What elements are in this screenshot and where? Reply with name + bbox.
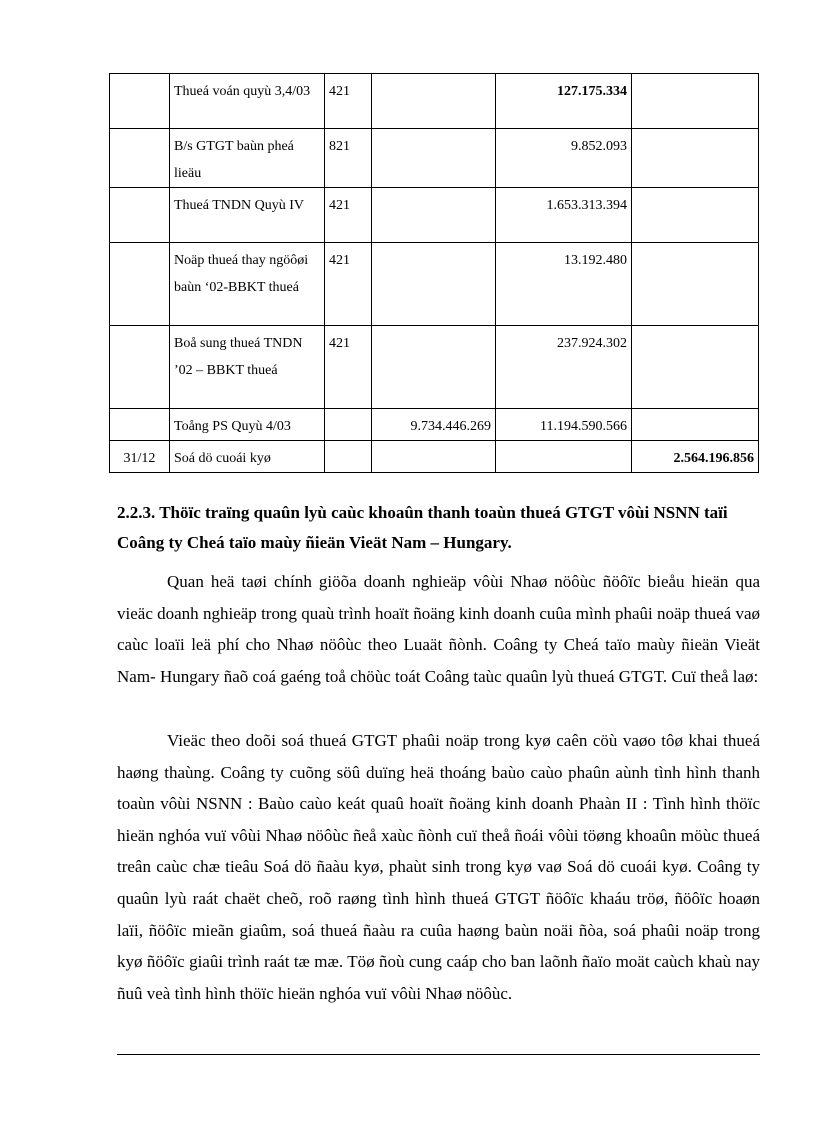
description-cell: Thueá voán quyù 3,4/03 bbox=[170, 74, 325, 129]
credit-cell: 237.924.302 bbox=[496, 326, 632, 409]
account-cell: 421 bbox=[325, 243, 372, 326]
balance-cell bbox=[632, 129, 759, 188]
date-cell bbox=[110, 326, 170, 409]
description-cell: Thueá TNDN Quyù IV bbox=[170, 188, 325, 243]
description-cell: Toång PS Quyù 4/03 bbox=[170, 409, 325, 441]
table-row bbox=[110, 441, 759, 473]
debit-cell bbox=[372, 243, 496, 326]
credit-cell bbox=[496, 441, 632, 473]
debit-cell bbox=[372, 326, 496, 409]
date-cell: 31/12 bbox=[110, 441, 170, 473]
account-cell: 821 bbox=[325, 129, 372, 188]
debit-cell bbox=[372, 188, 496, 243]
table-row bbox=[110, 188, 759, 243]
date-cell bbox=[110, 409, 170, 441]
table-row bbox=[110, 243, 759, 326]
date-cell bbox=[110, 188, 170, 243]
account-cell bbox=[325, 441, 372, 473]
account-cell: 421 bbox=[325, 74, 372, 129]
balance-cell bbox=[632, 243, 759, 326]
credit-cell: 9.852.093 bbox=[496, 129, 632, 188]
balance-cell bbox=[632, 74, 759, 129]
description-cell: Noäp thueá thay ngöôøi baùn ‘02-BBKT thueá bbox=[170, 243, 325, 326]
account-cell: 421 bbox=[325, 326, 372, 409]
table-row bbox=[110, 74, 759, 129]
section-heading: 2.2.3. Thöïc traïng quaûn lyù caùc khoaûn thanh toaùn thueá GTGT vôùi NSNN taïi Coâng ty Cheá taïo maùy ñieän Vieät Nam – Hungary. bbox=[117, 503, 728, 552]
balance-cell bbox=[632, 188, 759, 243]
tax-ledger-table bbox=[109, 73, 759, 473]
footer-divider bbox=[117, 1054, 760, 1055]
debit-cell bbox=[372, 74, 496, 129]
table-row bbox=[110, 129, 759, 188]
credit-cell: 127.175.334 bbox=[496, 74, 632, 129]
table-row bbox=[110, 326, 759, 409]
date-cell bbox=[110, 74, 170, 129]
account-cell bbox=[325, 409, 372, 441]
balance-cell: 2.564.196.856 bbox=[632, 441, 759, 473]
credit-cell: 13.192.480 bbox=[496, 243, 632, 326]
body-paragraph: Vieäc theo doõi soá thueá GTGT phaûi noäp trong kyø caên cöù vaøo tôø khai thueá haøng thaùng. Coâng ty cuõng söû duïng heä thoáng baùo caùo phaûn aùnh tình hình thanh toaùn vôùi NSNN : Baùo caùo keát quaû hoaït ñoäng kinh doanh Phaàn II : Tình hình thöïc hieän nghóa vuï vôùi Nhaø nöôùc ñeå xaùc ñònh cuï theå ñoái vôùi töøng khoaûn möùc thueá treân caùc chæ tieâu Soá dö ñaàu kyø, phaùt sinh trong kyø vaø Soá dö cuoái kyø. Coâng ty quaûn lyù raát chaët cheõ, roõ raøng tình hình thueá GTGT ñöôïc khaáu tröø, ñöôïc hoaøn laïi, ñöôïc mieãn giaûm, soá thueá ñaàu ra cuûa haøng baùn noäi ñòa, soá phaûi noäp trong kyø ñöôïc giaûi trình raát tæ mæ. Töø ñoù cung caáp cho ban laõnh ñaïo moät caùch khaù nay ñuû veà tình hình thöïc hieän nghóa vuï vôùi Nhaø nöôùc. bbox=[117, 731, 760, 1003]
debit-cell bbox=[372, 441, 496, 473]
balance-cell bbox=[632, 326, 759, 409]
credit-cell: 11.194.590.566 bbox=[496, 409, 632, 441]
credit-cell: 1.653.313.394 bbox=[496, 188, 632, 243]
table-row bbox=[110, 409, 759, 441]
debit-cell bbox=[372, 129, 496, 188]
account-cell: 421 bbox=[325, 188, 372, 243]
body-paragraph: Quan heä taøi chính giöõa doanh nghieäp vôùi Nhaø nöôùc ñöôïc bieåu hieän qua vieäc doanh nghieäp trong quaù trình hoaït ñoäng kinh doanh cuûa mình phaûi noäp thueá vaø caùc loaïi leä phí cho Nhaø nöôùc theo Luaät ñònh. Coâng ty Cheá taïo maùy ñieän Vieät Nam- Hungary ñaõ coá gaéng toå chöùc toát Coâng taùc quaûn lyù thueá GTGT. Cuï theå laø: bbox=[117, 572, 760, 686]
description-cell: Boå sung thueá TNDN ’02 – BBKT thueá bbox=[170, 326, 325, 409]
debit-cell: 9.734.446.269 bbox=[372, 409, 496, 441]
description-cell: B/s GTGT baùn pheá lieäu bbox=[170, 129, 325, 188]
description-cell: Soá dö cuoái kyø bbox=[170, 441, 325, 473]
date-cell bbox=[110, 243, 170, 326]
balance-cell bbox=[632, 409, 759, 441]
date-cell bbox=[110, 129, 170, 188]
